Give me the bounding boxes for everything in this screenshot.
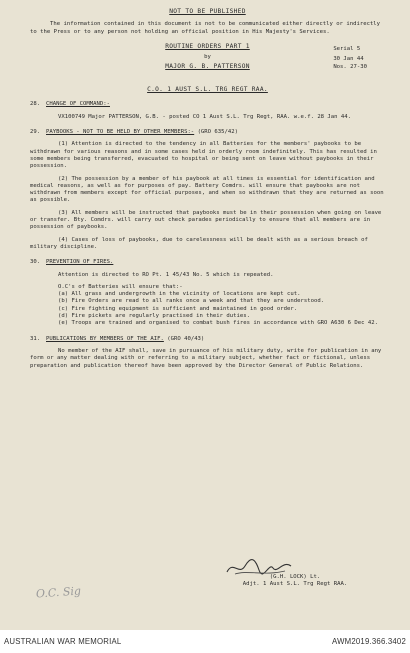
section-title: PAYBOOKS - NOT TO BE HELD BY OTHER MEMBERS:- (46, 129, 195, 136)
by-line: by (204, 54, 211, 61)
order-date: 30 Jan 44 (333, 56, 364, 63)
author-name: MAJOR G. B. PATTERSON (165, 63, 250, 71)
section-28-paragraph: VX100749 Major PATTERSON, G.B. - posted CO 1 Aust S.L. Trg Regt, RAA. w.e.f. 28 Jan 44. (58, 113, 351, 120)
section-number: 31. (30, 335, 41, 342)
section-number: 30. (30, 259, 41, 266)
section-30-item-e: (e) Troops are trained and organised to combat bush fires in accordance with GRO A630 6 Dec 42. (58, 320, 378, 327)
section-30-item-b: (b) Fire Orders are read to all ranks once a week and that they are understood. (58, 298, 325, 305)
footer-institution: AUSTRALIAN WAR MEMORIAL (4, 637, 122, 646)
section-29-paragraph-1: (1) Attention is directed to the tendency in all Batteries for the members' paybooks to be withdrawn for various reasons and in some cases held in orderly room indefinitely. This has resulted in some members being transferred, evacuated to hospital or being sent on leave without paybooks in their possession. (30, 141, 377, 170)
section-reference: (GRO 635/42) (197, 129, 238, 136)
section-29-paragraph-3: (3) All members will be instructed that paybooks must be in their possession when going on leave or transfer. Bty. Comdrs. will carry out check parades periodically to ensure that all members are in possession of paybooks. (30, 209, 382, 231)
section-number: 28. (30, 101, 41, 108)
section-30-item-a: (a) All grass and undergrowth in the vicinity of locations are kept cut. (58, 291, 301, 298)
orders-title: ROUTINE ORDERS PART 1 (165, 42, 250, 50)
section-30 (30, 259, 385, 266)
section-30-paragraph-1: Attention is directed to RO Pt. 1 45/43 No. 5 which is repeated. (58, 271, 274, 278)
section-29-paragraph-2: (2) The possession by a member of his paybook at all times is essential for identification and medical reasons, as well as for purposes of pay. Battery Comdrs. will ensure that paybooks are not withdrawn from members except for official purposes, and when so withdrawn that they are returned as soon as possible. (30, 175, 384, 204)
section-29-paragraph-4: (4) Cases of loss of paybooks, due to carelessness will be dealt with as a serious breach of military discipline. (30, 236, 368, 250)
order-numbers: Nos. 27-30 (333, 63, 367, 70)
section-30-item-d: (d) Fire pickets are regularly practised in their duties. (58, 313, 250, 320)
serial-block (333, 46, 367, 71)
signatory-title: Adjt. 1 Aust S.L. Trg Regt RAA. (242, 581, 348, 588)
section-reference: (GRO 40/43) (167, 335, 205, 342)
section-31 (30, 336, 385, 343)
handwritten-note: O.C. Sig (35, 584, 82, 601)
section-29 (30, 129, 385, 136)
section-28 (30, 101, 385, 108)
section-title: CHANGE OF COMMAND:- (46, 101, 110, 108)
footer-bar (0, 630, 410, 653)
section-title: PREVENTION OF FIRES. (46, 259, 114, 266)
section-30-item-c: (c) Fire fighting equipment is sufficient and maintained in good order. (58, 305, 298, 312)
section-30-paragraph-2: O.C's of Batteries will ensure that:- (58, 283, 183, 290)
section-number: 29. (30, 129, 41, 136)
classification-heading: NOT TO BE PUBLISHED (169, 8, 246, 15)
section-31-paragraph: No member of the AIF shall, save in pursuance of his military duty, write for publication in any form or any matter dealing with or referring to a military subject, whether fact or fictional, unless preparation and publication thereof have been approved by the Director General of Public Relations. (30, 347, 382, 369)
footer-accession-number: AWM2019.366.3402 (332, 637, 406, 646)
section-title: PUBLICATIONS BY MEMBERS OF THE AIF. (46, 335, 164, 342)
confidentiality-notice: The information contained in this document is not to be communicated either directly or indirectly to the Press or to any person not holding an official position in His Majesty's Services. (30, 21, 381, 35)
document-body (30, 6, 385, 370)
signatory-name: (G.H. LOCK) Lt. (269, 574, 321, 580)
serial-number: Serial 5 (333, 46, 361, 53)
unit-heading: C.O. 1 AUST S.L. TRG REGT RAA. (147, 86, 268, 94)
signature-block (220, 574, 370, 589)
